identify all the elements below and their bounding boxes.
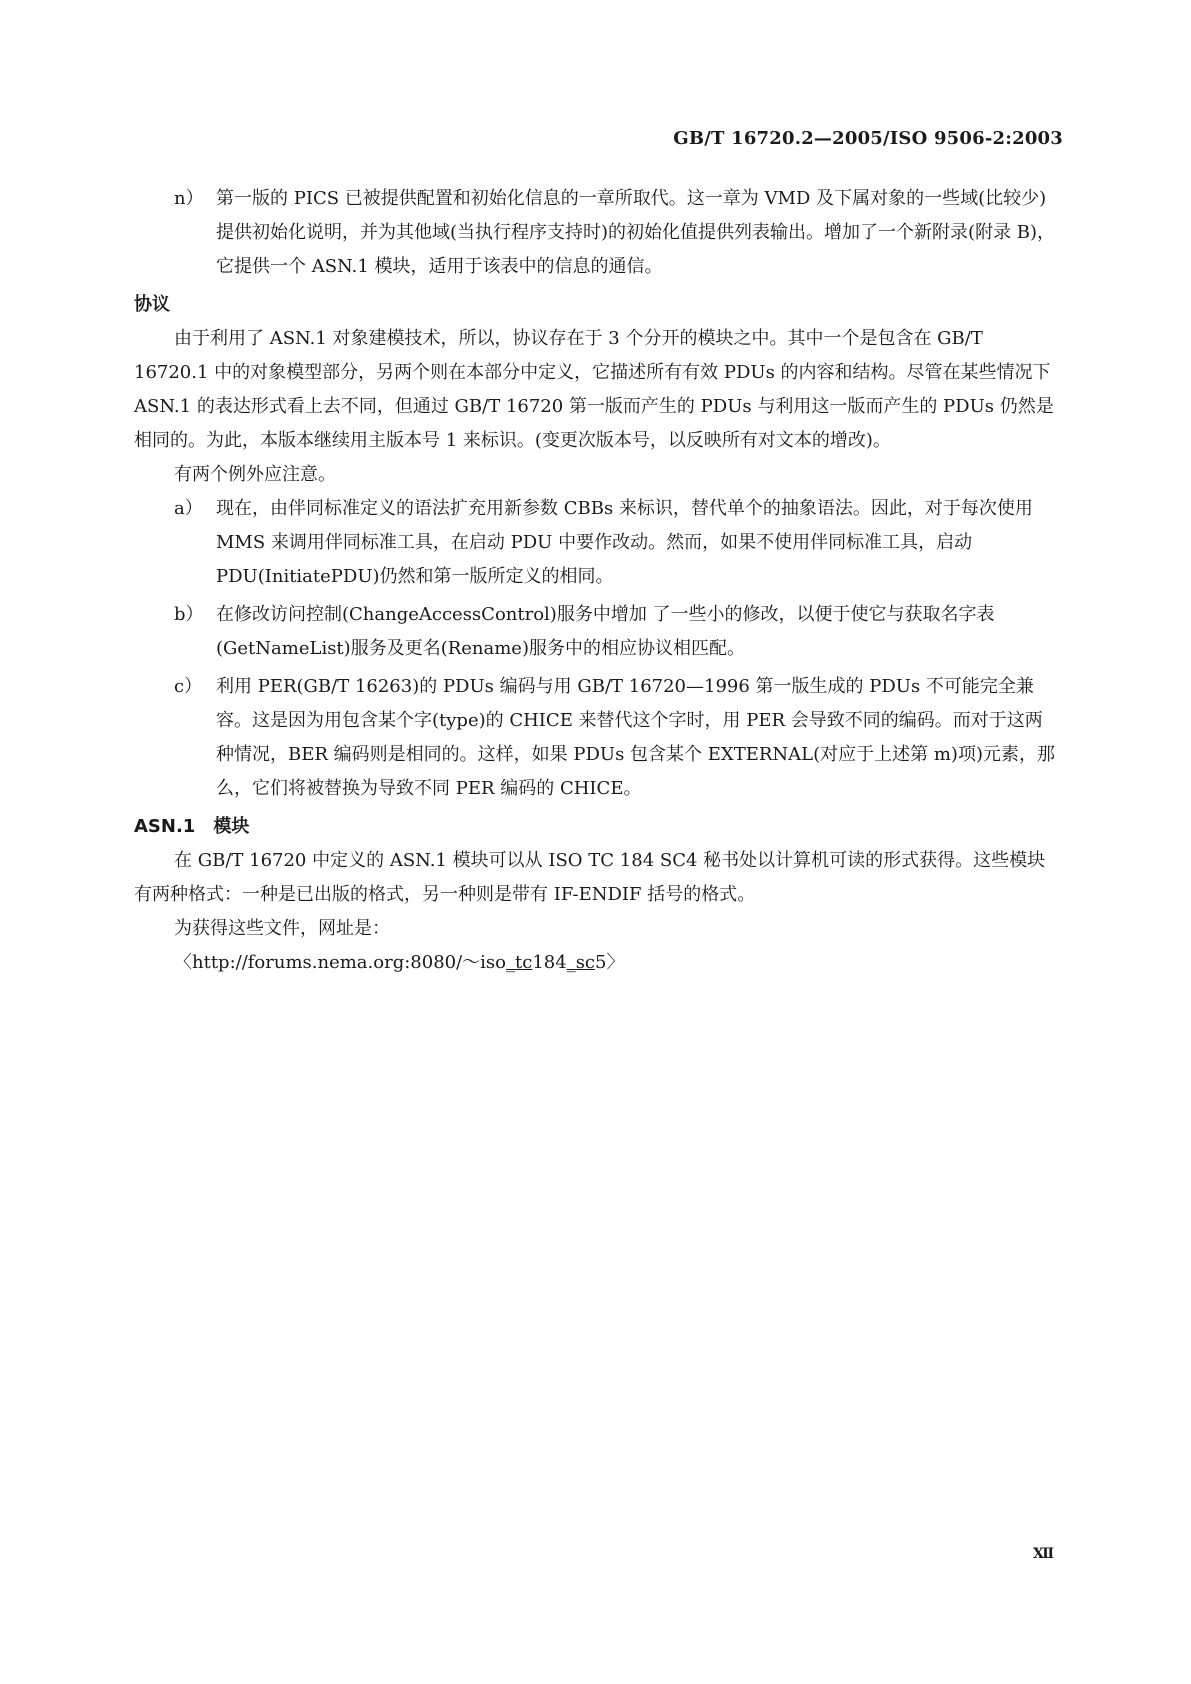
section-heading-asn-module: ASN.1 模块: [134, 816, 250, 837]
protocol-paragraph: 由于利用了 ASN.1 对象建模技术，所以，协议存在于 3 个分开的模块之中。其中一个是包含在 GB/T 16720.1 中的对象模型部分，另两个则在本部分中定义，它描述所有有效 PDUs 的内容和结构。尽管在某些情况下 ASN.1 的表达形式看上去不同，但通过 GB/T 16720 第一版而产生的 PDUs 与利用这一版而产生的 PDUs 仍然是相同的。为此，本版本继续用主版本号 1 来标识。(变更次版本号，以反映所有对文本的增改)。: [134, 328, 1054, 451]
list-item-b: [134, 598, 1060, 666]
list-marker: c）: [174, 676, 203, 697]
url-underlined-part: _sc: [566, 952, 596, 973]
list-marker: a）: [174, 498, 203, 519]
asn-module-paragraph: 在 GB/T 16720 中定义的 ASN.1 模块可以从 ISO TC 184 SC4 秘书处以计算机可读的形式获得。这些模块有两种格式：一种是已出版的格式，另一种则是带有 IF-ENDIF 括号的格式。: [134, 850, 1046, 905]
list-marker: n）: [174, 188, 204, 209]
list-item-text: 第一版的 PICS 已被提供配置和初始化信息的一章所取代。这一章为 VMD 及下属对象的一些域(比较少)提供初始化说明，并为其他域(当执行程序支持时)的初始化值提供列表输出。增加了一个新附录(附录 B)，它提供一个 ASN.1 模块，适用于该表中的信息的通信。: [216, 188, 1056, 277]
list-item-text: 在修改访问控制(ChangeAccessControl)服务中增加 了一些小的修改，以便于使它与获取名字表(GetNameList)服务及更名(Rename)服务中的相应协议相匹配。: [216, 604, 995, 659]
exceptions-intro: 有两个例外应注意。: [174, 464, 336, 485]
url-intro: 为获得这些文件，网址是：: [174, 918, 390, 939]
download-url[interactable]: [134, 946, 1060, 980]
list-item-n: [134, 182, 1060, 284]
list-item-text: 现在，由伴同标准定义的语法扩充用新参数 CBBs 来标识，替代单个的抽象语法。因此，对于每次使用 MMS 来调用伴同标准工具，在启动 PDU 中要作改动。然而，如果不使用伴同标准工具，启动 PDU(InitiatePDU)仍然和第一版所定义的相同。: [216, 498, 1033, 587]
list-item-c: [134, 670, 1060, 806]
url-part: 〈http://forums.nema.org:8080/～iso: [174, 952, 506, 973]
list-marker: b）: [174, 604, 204, 625]
section-heading-protocol: 协议: [134, 294, 170, 315]
list-item-a: [134, 492, 1060, 594]
page-number: Ⅻ: [1033, 1546, 1055, 1562]
standard-number-header: GB/T 16720.2—2005/ISO 9506-2:2003: [673, 128, 1063, 149]
url-part: 184: [532, 952, 567, 973]
url-underlined-part: _tc: [506, 952, 533, 973]
list-item-text: 利用 PER(GB/T 16263)的 PDUs 编码与用 GB/T 16720—1996 第一版生成的 PDUs 不可能完全兼容。这是因为用包含某个字(type)的 CHICE 来替代这个字时，用 PER 会导致不同的编码。而对于这两种情况，BER 编码则是相同的。这样，如果 PDUs 包含某个 EXTERNAL(对应于上述第 m)项)元素，那么，它们将被替换为导致不同 PER 编码的 CHICE。: [216, 676, 1055, 799]
url-part: 5〉: [595, 952, 625, 973]
document-body: [134, 182, 1060, 980]
